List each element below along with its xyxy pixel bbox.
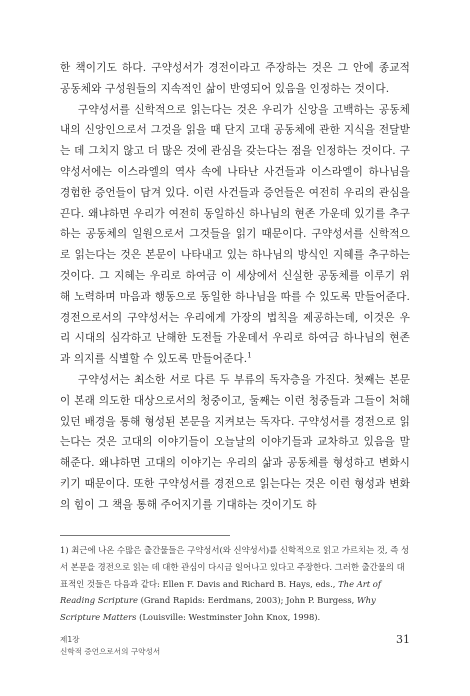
footnote (60, 542, 412, 626)
footnote-text-1: 최근에 나온 수많은 출간물들은 구약성서(와 신약성서)를 신학적으로 읽고 가르치는 것, 즉 성서 본문을 경전으로 읽는 데 대한 관심이 다시금 일어나고 있다고 주장한다. 그러한 출간물의 대표적인 것들은 다음과 같다: Ellen F. Davis and Richard B. Hays, eds., (60, 545, 410, 589)
footnote-title-1: The Art of Reading Scripture (60, 578, 381, 606)
paragraph-3-text: 구약성서는 최소한 서로 다른 두 부류의 독자층을 가진다. 첫째는 본문이 본래 의도한 대상으로서의 청중이고, 둘째는 이런 청중들과 그들이 처해 있던 배경을 통해 형성된 본문을 지켜보는 독자다. 구약성서를 경전으로 읽는다는 것은 고대의 이야기들이 오늘날의 이야기들과 교차하고 있음을 말해준다. 왜냐하면 고대의 이야기는 우리의 삶과 공동체를 형성하고 변화시키기 때문이다. 또한 구약성서를 경전으로 읽는다는 것은 이런 형성과 변화의 힘이 그 책을 통해 주어지기를 기대하는 것이기도 하 (60, 373, 410, 511)
footnote-reference[interactable]: 1 (247, 351, 252, 360)
page-number: 31 (396, 633, 410, 646)
footnote-text-3: (Louisville: Westminster John Knox, 1998). (136, 612, 321, 623)
chapter-label: 제1장 (60, 635, 80, 644)
running-footer (60, 634, 160, 658)
footnote-number: 1) (60, 545, 69, 555)
paragraph-2-text: 구약성서를 신학적으로 읽는다는 것은 우리가 신앙을 고백하는 공동체 내의 신앙인으로서 그것을 읽을 때 단지 고대 공동체에 관한 지식을 전달받는 데 그치지 않고 더 많은 것에 관심을 갖는다는 점을 인정하는 것이다. 구약성서에는 이스라엘의 역사 속에 나타난 사건들과 이스라엘이 하나님을 경험한 증언들이 담겨 있다. 이런 사건들과 증언들은 여전히 우리의 관심을 끈다. 왜냐하면 우리가 여전히 동일하신 하나님의 현존 가운데 있기를 추구하는 공동체의 일원으로서 그것들을 읽기 때문이다. 구약성서를 신학적으로 읽는다는 것은 본문이 나타내고 있는 하나님의 방식인 지혜를 추구하는 것이다. 그 지혜는 우리로 하여금 이 세상에서 신실한 공동체를 이루기 위해 노력하며 마음과 행동으로 동일한 하나님을 따를 수 있도록 만들어준다. 경전으로서의 구약성서는 우리에게 가장의 법칙을 제공하는데, 이것은 우리 시대의 심각하고 난해한 도전들 가운데서 우리로 하여금 하나님의 현존과 의지를 식별할 수 있도록 만들어준다. (60, 103, 410, 366)
footnote-divider (60, 535, 230, 536)
paragraph-3 (60, 370, 410, 516)
body-text (60, 58, 410, 516)
footnote-title-2: Why Scripture Matters (60, 595, 376, 623)
paragraph-1-text: 한 책이기도 하다. 구약성서가 경전이라고 주장하는 것은 그 안에 종교적 공동체와 구성원들의 지속적인 삶이 반영되어 있음을 인정하는 것이다. (60, 62, 410, 95)
paragraph-1 (60, 58, 410, 100)
chapter-title: 신학적 증언으로서의 구약성서 (60, 647, 161, 656)
paragraph-2 (60, 100, 410, 370)
footnote-text-2: (Grand Rapids: Eerdmans, 2003); John P. Burgess, (137, 595, 357, 606)
